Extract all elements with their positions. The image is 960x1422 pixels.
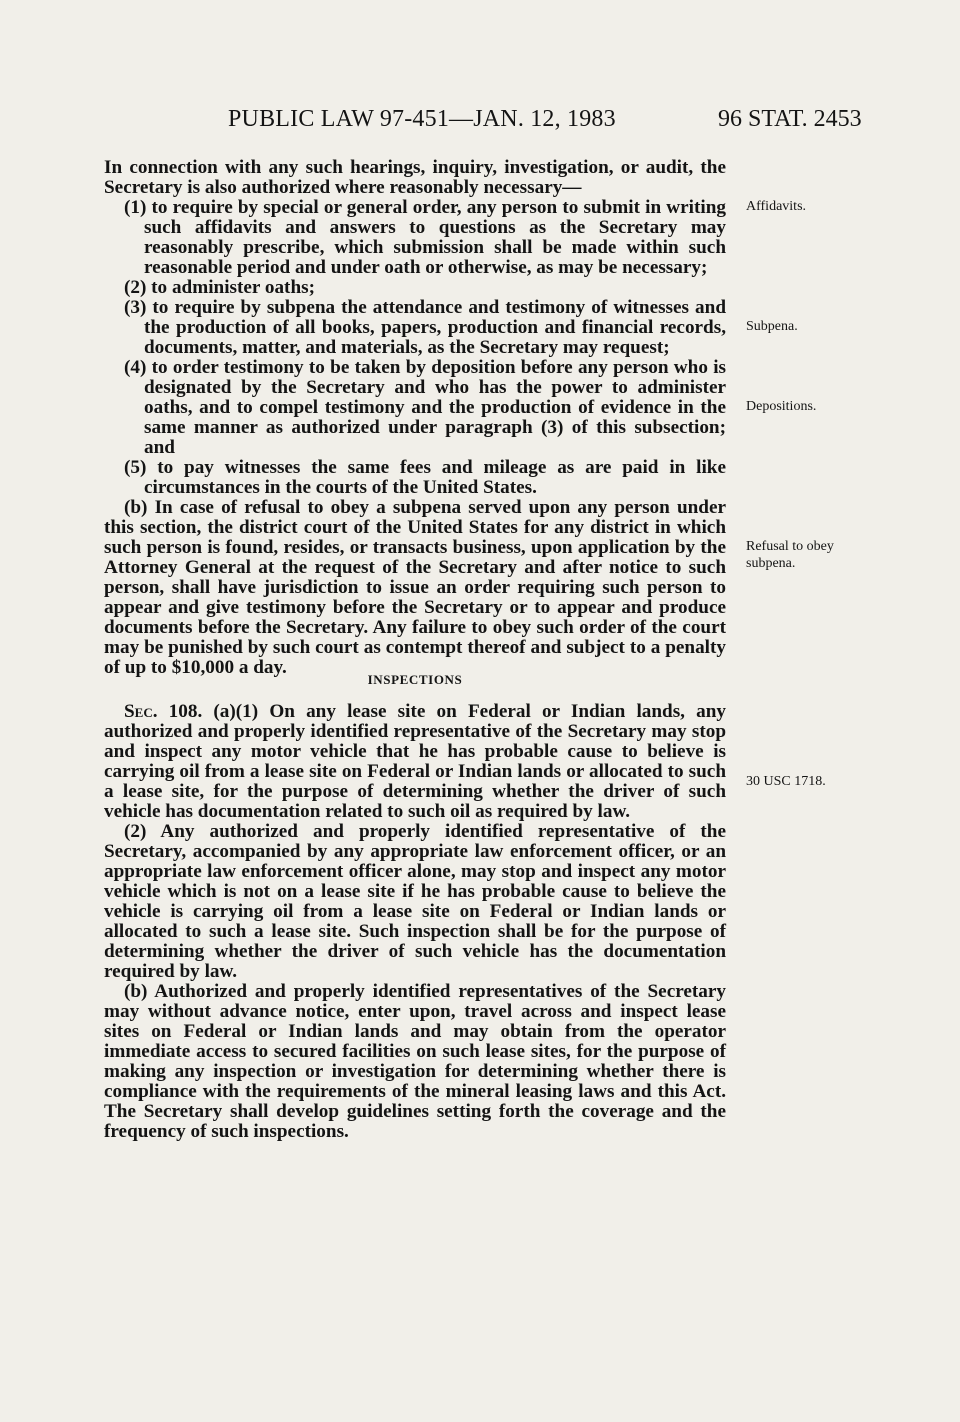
section-label: Sec. 108.	[124, 701, 203, 722]
margin-note-affidavits: Affidavits.	[746, 199, 807, 214]
running-head-stat: 96 STAT. 2453	[718, 106, 862, 132]
running-head-law: PUBLIC LAW 97-451—JAN. 12, 1983	[228, 106, 616, 132]
item-2: (2) to administer oaths;	[124, 277, 315, 298]
body-text	[104, 158, 726, 1142]
margin-note-usc: 30 USC 1718.	[746, 774, 826, 789]
intro-paragraph: In connection with any such hearings, inquiry, investigation, or audit, the Secretary is also authorized where reasonably necessary—	[104, 157, 726, 198]
item-3: (3) to require by subpena the attendance and testimony of witnesses and the production of all books, papers, production and financial records, documents, matter, and materials, as the Secretary may request;	[124, 297, 726, 358]
item-5: (5) to pay witnesses the same fees and mileage as are paid in like circumstances in the courts of the United States.	[124, 457, 726, 498]
margin-note-subpena: Subpena.	[746, 319, 798, 334]
item-4: (4) to order testimony to be taken by deposition before any person who is designated by the Secretary and who has the power to administer oaths, and to compel testimony and the production of evidence in the same manner as authorized under paragraph (3) of this subsection; and	[124, 357, 726, 458]
section-108-a1-text: (a)(1) On any lease site on Federal or Indian lands, any authorized and properly identified representative of the Secretary may stop and inspect any motor vehicle that he has probable cause to believe is carrying oil from a lease site on Federal or Indian lands or allocated to such a lease site, for the purpose of determining whether the driver of such vehicle has documentation related to such oil as required by law.	[104, 701, 726, 822]
section-heading: INSPECTIONS	[367, 672, 463, 687]
margin-note-depositions: Depositions.	[746, 399, 817, 414]
margin-note-refusal: Refusal to obey subpena.	[746, 539, 834, 571]
paragraph-b: (b) In case of refusal to obey a subpena served upon any person under this section, the district court of the United States for any district in which such person is found, resides, or transacts business, upon application by the Attorney General at the request of the Secretary and after notice to such person, shall have jurisdiction to issue an order requiring such person to appear and give testimony before the Secretary or to appear and produce documents before the Secretary. Any failure to obey such order of the court may be punished by such court as contempt thereof and subject to a penalty of up to $10,000 a day.	[104, 497, 726, 678]
item-1: (1) to require by special or general order, any person to submit in writing such affidavits and answers to questions as the Secretary may reasonably prescribe, which submission shall be made within such reasonable period and under oath or otherwise, as may be necessary;	[124, 197, 726, 278]
section-108-a1	[104, 702, 726, 822]
section-108-a2: (2) Any authorized and properly identified representative of the Secretary, accompanied by any appropriate law enforcement officer, or an appropriate law enforcement officer alone, may stop and inspect any motor vehicle which is not on a lease site if he has probable cause to believe the vehicle is carrying oil from a lease site on Federal or Indian lands or allocated to such a lease site. Such inspection shall be for the purpose of determining whether the driver of such vehicle has the documentation required by law.	[104, 821, 726, 982]
section-108-b: (b) Authorized and properly identified representatives of the Secretary may without advance notice, enter upon, travel across and inspect lease sites on Federal or Indian lands and may obtain from the operator immediate access to secured facilities on such lease sites, for the purpose of making any inspection or investigation for determining whether there is compliance with the requirements of the mineral leasing laws and this Act. The Secretary shall develop guidelines setting forth the coverage and the frequency of such inspections.	[104, 981, 726, 1142]
